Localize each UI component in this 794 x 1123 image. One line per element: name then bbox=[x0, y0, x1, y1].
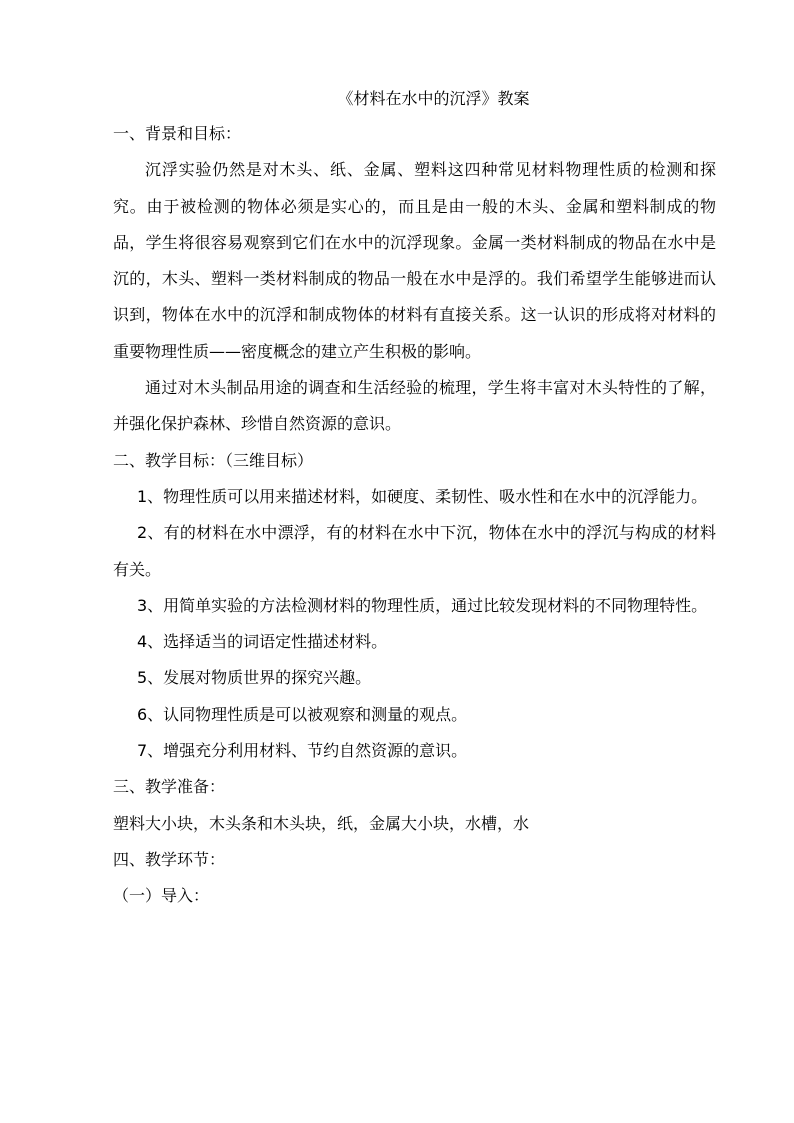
objective-item-5: 5、发展对物质世界的探究兴趣。 bbox=[137, 668, 372, 688]
section-heading-teaching-steps: 四、教学环节： bbox=[113, 849, 226, 869]
section-heading-objectives: 二、教学目标：（三维目标） bbox=[113, 450, 314, 470]
paragraph-background-2: 通过对木头制品用途的调查和生活经验的梳理，学生将丰富对木头特性的了解，并强化保护森林、珍惜自然资源的意识。 bbox=[113, 378, 716, 434]
objective-item-7: 7、增强充分利用材料、节约自然资源的意识。 bbox=[137, 741, 468, 761]
objective-item-1: 1、物理性质可以用来描述材料，如硬度、柔韧性、吸水性和在水中的沉浮能力。 bbox=[137, 486, 708, 506]
section-heading-background: 一、背景和目标： bbox=[113, 124, 242, 143]
subsection-introduction: （一）导入： bbox=[113, 886, 210, 906]
objective-item-3: 3、用简单实验的方法检测材料的物理性质，通过比较发现材料的不同物理特性。 bbox=[137, 595, 708, 615]
objective-item-6: 6、认同物理性质是可以被观察和测量的观点。 bbox=[137, 704, 468, 724]
section-heading-preparation: 三、教学准备： bbox=[113, 777, 226, 797]
objective-item-2: 2、有的材料在水中漂浮，有的材料在水中下沉，物体在水中的浮沉与构成的材料有关。 bbox=[113, 523, 716, 579]
preparation-materials: 塑料大小块，木头条和木头块，纸，金属大小块，水槽，水 bbox=[113, 813, 530, 833]
document-title: 《材料在水中的沉浮》教案 bbox=[337, 89, 530, 108]
paragraph-background-1: 沉浮实验仍然是对木头、纸、金属、塑料这四种常见材料物理性质的检测和探究。由于被检测的物体必须是实心的，而且是由一般的木头、金属和塑料制成的物品，学生将很容易观察到它们在水中的沉浮现象。金属一类材料制成的物品在水中是沉的，木头、塑料一类材料制成的物品一般在水中是浮的。我们希望学生能够进而认识到，物体在水中的沉浮和制成物体的材料有直接关系。这一认识的形成将对材料的重要物理性质——密度概念的建立产生积极的影响。 bbox=[113, 160, 716, 361]
objective-item-4: 4、选择适当的词语定性描述材料。 bbox=[137, 632, 388, 652]
